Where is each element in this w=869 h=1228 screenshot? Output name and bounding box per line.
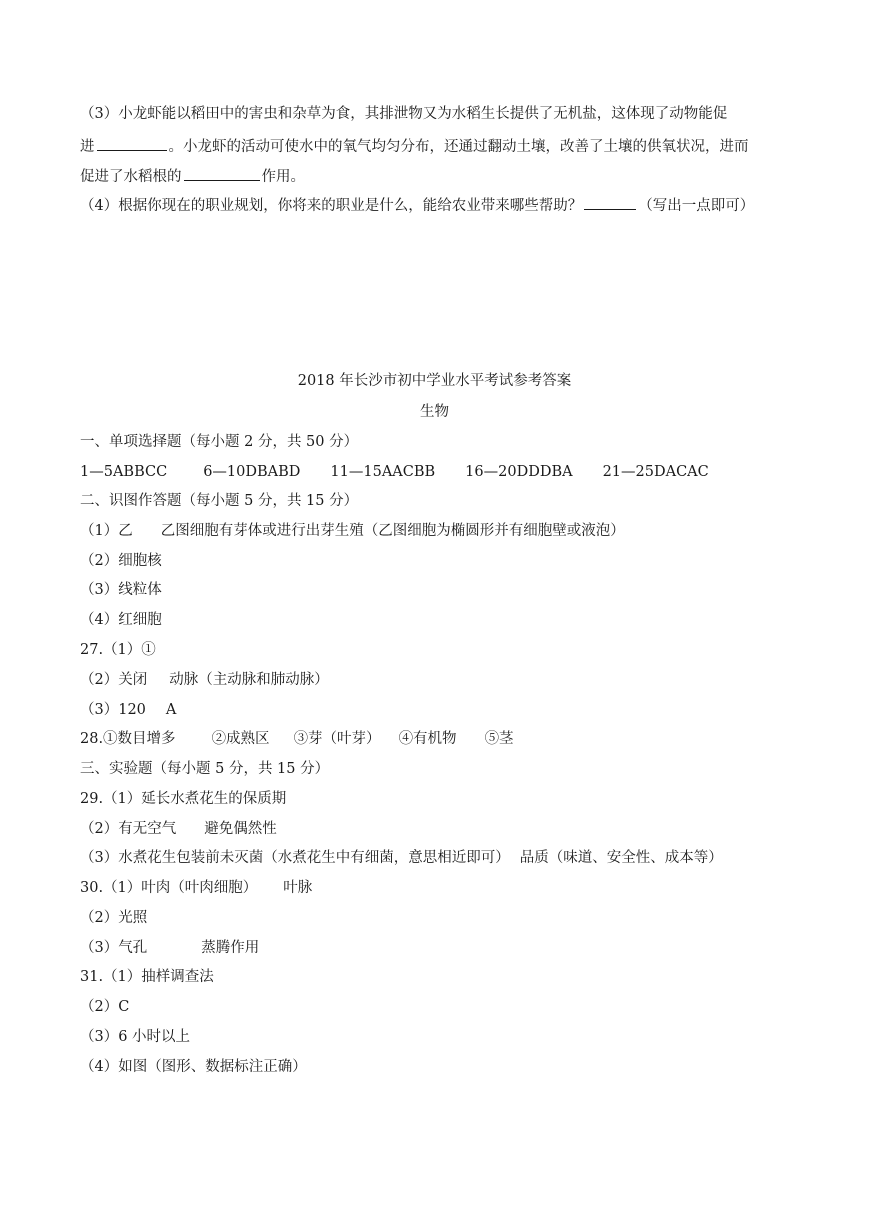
section-3-heading: 三、实验题（每小题 5 分，共 15 分） — [80, 761, 330, 777]
q29-3-answer-a: （3）水煮花生包装前未灭菌（水煮花生中有细菌，意思相近即可） — [80, 850, 510, 866]
q29-2-answer — [80, 819, 277, 839]
answer-blank-1[interactable] — [97, 134, 167, 151]
q31-1-answer: 31.（1）抽样调查法 — [80, 969, 214, 985]
answer-key-subject: 生物 — [420, 404, 449, 420]
q28-answer-2: ②成熟区 — [211, 731, 270, 747]
q30-2-answer: （2）光照 — [80, 910, 148, 926]
mc-answer-group: 21—25DACAC — [602, 464, 709, 480]
q30-1-answer-b: 叶脉 — [283, 880, 313, 896]
q29-1-answer: 29.（1）延长水煮花生的保质期 — [80, 791, 287, 807]
question-3-line-2 — [80, 134, 749, 157]
q26-2-answer: （2）细胞核 — [80, 553, 162, 569]
q31-2-answer: （2）C — [80, 999, 130, 1015]
q27-2-answer-a: （2）关闭 — [80, 672, 148, 688]
question-3-text-2-prefix: 进 — [80, 139, 95, 155]
q27-2-answer-b: 动脉（主动脉和肺动脉） — [169, 672, 329, 688]
multiple-choice-answers — [80, 462, 709, 482]
question-3-text-1: （3）小龙虾能以稻田中的害虫和杂草为食，其排泄物又为水稻生长提供了无机盐，这体现了动物能促 — [80, 106, 728, 122]
q31-4-answer: （4）如图（图形、数据标注正确） — [80, 1059, 307, 1075]
q29-2-answer-b: 避免偶然性 — [204, 821, 277, 837]
q28-answer-1: 28.①数目增多 — [80, 731, 176, 747]
q26-1-answer-b: 乙图细胞有芽体或进行出芽生殖（乙图细胞为椭圆形并有细胞壁或液泡） — [160, 523, 625, 539]
q26-3-answer: （3）线粒体 — [80, 582, 162, 598]
q27-1-answer: 27.（1）① — [80, 642, 156, 658]
q27-3-answer-a: （3）120 — [80, 702, 146, 718]
q27-3-answer — [80, 700, 176, 720]
answer-blank-2[interactable] — [184, 164, 260, 181]
mc-answer-group: 16—20DDDBA — [465, 464, 573, 480]
q29-2-answer-a: （2）有无空气 — [80, 821, 177, 837]
question-3-text-3-prefix: 促进了水稻根的 — [80, 169, 182, 185]
mc-answer-group: 11—15AACBB — [330, 464, 436, 480]
answer-key-title: 2018 年长沙市初中学业水平考试参考答案 — [297, 373, 572, 389]
q26-1-answer-a: （1）乙 — [80, 523, 133, 539]
question-3-line-3 — [80, 164, 305, 187]
q30-1-answer — [80, 878, 312, 898]
section-1-heading: 一、单项选择题（每小题 2 分，共 50 分） — [80, 434, 359, 450]
q28-answer-4: ④有机物 — [398, 731, 457, 747]
q27-3-answer-b: A — [165, 702, 177, 718]
answer-blank-3[interactable] — [584, 193, 636, 210]
q28-answer-5: ⑤茎 — [484, 731, 514, 747]
mc-answer-group: 1—5ABBCC — [80, 464, 168, 480]
q31-3-answer: （3）6 小时以上 — [80, 1029, 191, 1045]
q29-3-answer — [80, 848, 723, 868]
q26-1-answer — [80, 521, 625, 541]
q30-3-answer — [80, 938, 259, 958]
q26-4-answer: （4）红细胞 — [80, 612, 162, 628]
q30-3-answer-b: 蒸腾作用 — [201, 940, 260, 956]
q29-3-answer-b: 品质（味道、安全性、成本等） — [519, 850, 723, 866]
q30-3-answer-a: （3）气孔 — [80, 940, 148, 956]
q28-answers — [80, 729, 514, 749]
q30-1-answer-a: 30.（1）叶肉（叶肉细胞） — [80, 880, 258, 896]
question-3-line-1 — [80, 104, 727, 124]
q27-2-answer — [80, 670, 329, 690]
question-4-text-suffix: （写出一点即可） — [638, 198, 755, 214]
question-3-text-3-suffix: 作用。 — [261, 169, 305, 185]
question-4-text-prefix: （4）根据你现在的职业规划，你将来的职业是什么，能给农业带来哪些帮助？ — [80, 198, 583, 214]
q28-answer-3: ③芽（叶芽） — [293, 731, 381, 747]
question-4-line — [80, 193, 754, 216]
mc-answer-group: 6—10DBABD — [203, 464, 301, 480]
section-2-heading: 二、识图作答题（每小题 5 分，共 15 分） — [80, 493, 359, 509]
question-3-text-2-suffix: 。小龙虾的活动可使水中的氧气均匀分布，还通过翻动土壤，改善了土壤的供氧状况，进而 — [168, 139, 749, 155]
